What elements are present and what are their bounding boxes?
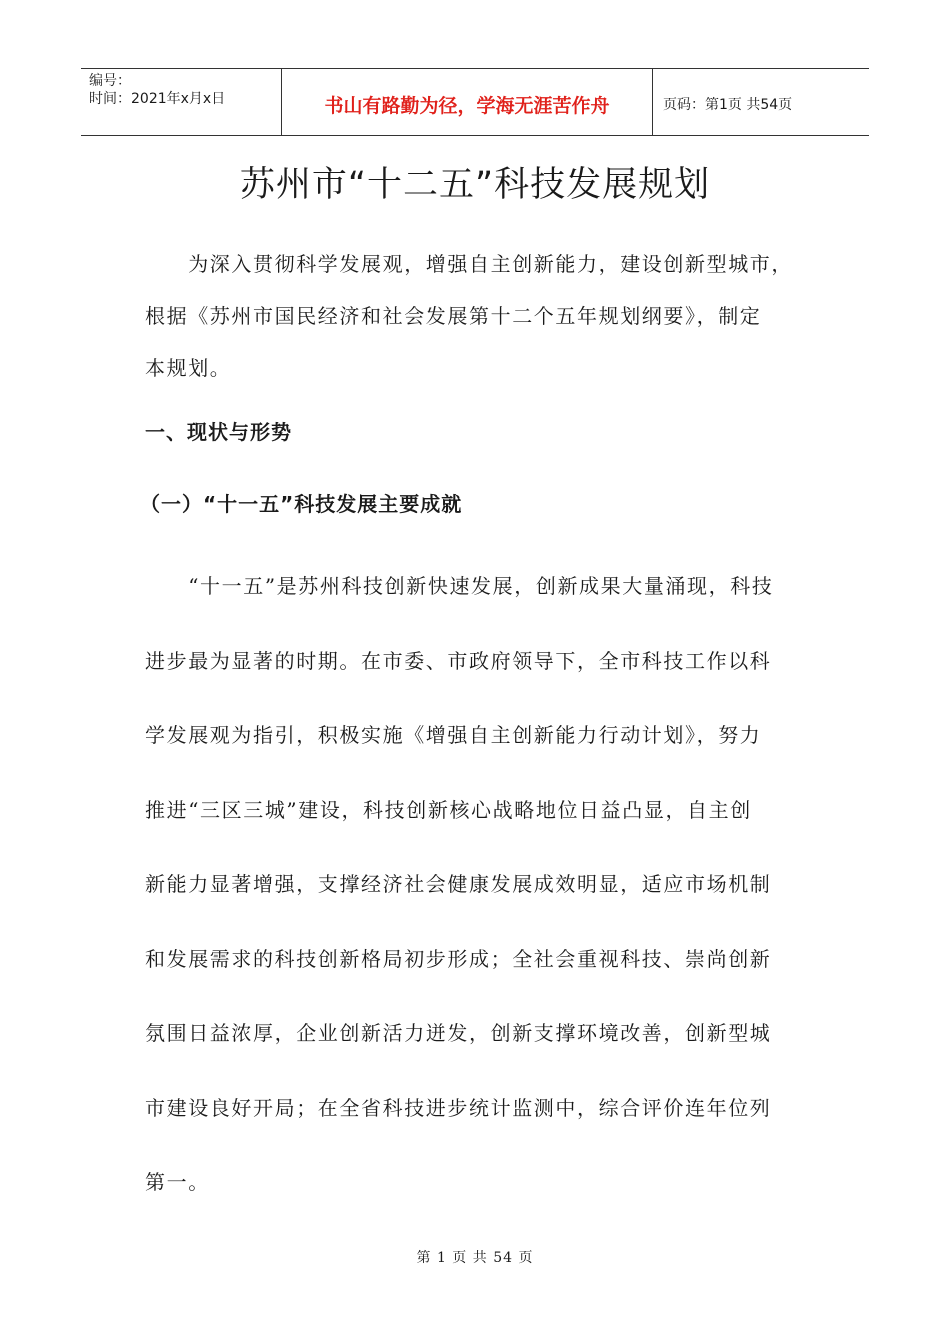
body-line: 新能力显著增强，支撑经济社会健康发展成效明显，适应市场机制 [145,872,772,896]
body-line: 进步最为显著的时期。在市委、市政府领导下，全市科技工作以科 [145,648,772,673]
document-date-label: 时间：2021年x月x日 [89,91,226,107]
intro-line: 为深入贯彻科学发展观，增强自主创新能力，建设创新型城市， [145,252,793,276]
header-page-code: 页码：第1页 共54页 [663,97,793,113]
body-paragraph [145,549,809,1220]
page-header [81,68,869,136]
subsection-heading: （一）“十一五”科技发展主要成就 [140,492,463,516]
body-line: 氛围日益浓厚，企业创新活力迸发，创新支撑环境改善，创新型城 [145,1021,772,1045]
document-number-label: 编号： [89,73,131,89]
body-line: 市建设良好开局；在全省科技进步统计监测中，综合评价连年位列 [145,1095,772,1120]
body-line: “十一五”是苏州科技创新快速发展，创新成果大量涌现，科技 [145,574,774,598]
intro-paragraph [145,238,809,394]
body-line: 学发展观为指引，积极实施《增强自主创新能力行动计划》，努力 [145,723,762,747]
body-line: 推进“三区三城”建设，科技创新核心战略地位日益凸显，自主创 [145,797,752,822]
header-motto-cell [282,69,653,135]
header-meta-cell [81,69,282,135]
header-page-cell [653,69,869,135]
body-line: 第一。 [145,1170,210,1194]
intro-line: 根据《苏州市国民经济和社会发展第十二个五年规划纲要》，制定 [145,304,762,328]
body-line: 和发展需求的科技创新格局初步形成；全社会重视科技、崇尚创新 [145,946,772,971]
header-motto: 书山有路勤为径，学海无涯苦作舟 [324,95,610,117]
intro-line: 本规划。 [145,356,232,380]
page-footer: 第 1 页 共 54 页 [416,1250,534,1266]
section-heading: 一、现状与形势 [145,420,292,444]
document-title: 苏州市“十二五”科技发展规划 [239,165,711,205]
